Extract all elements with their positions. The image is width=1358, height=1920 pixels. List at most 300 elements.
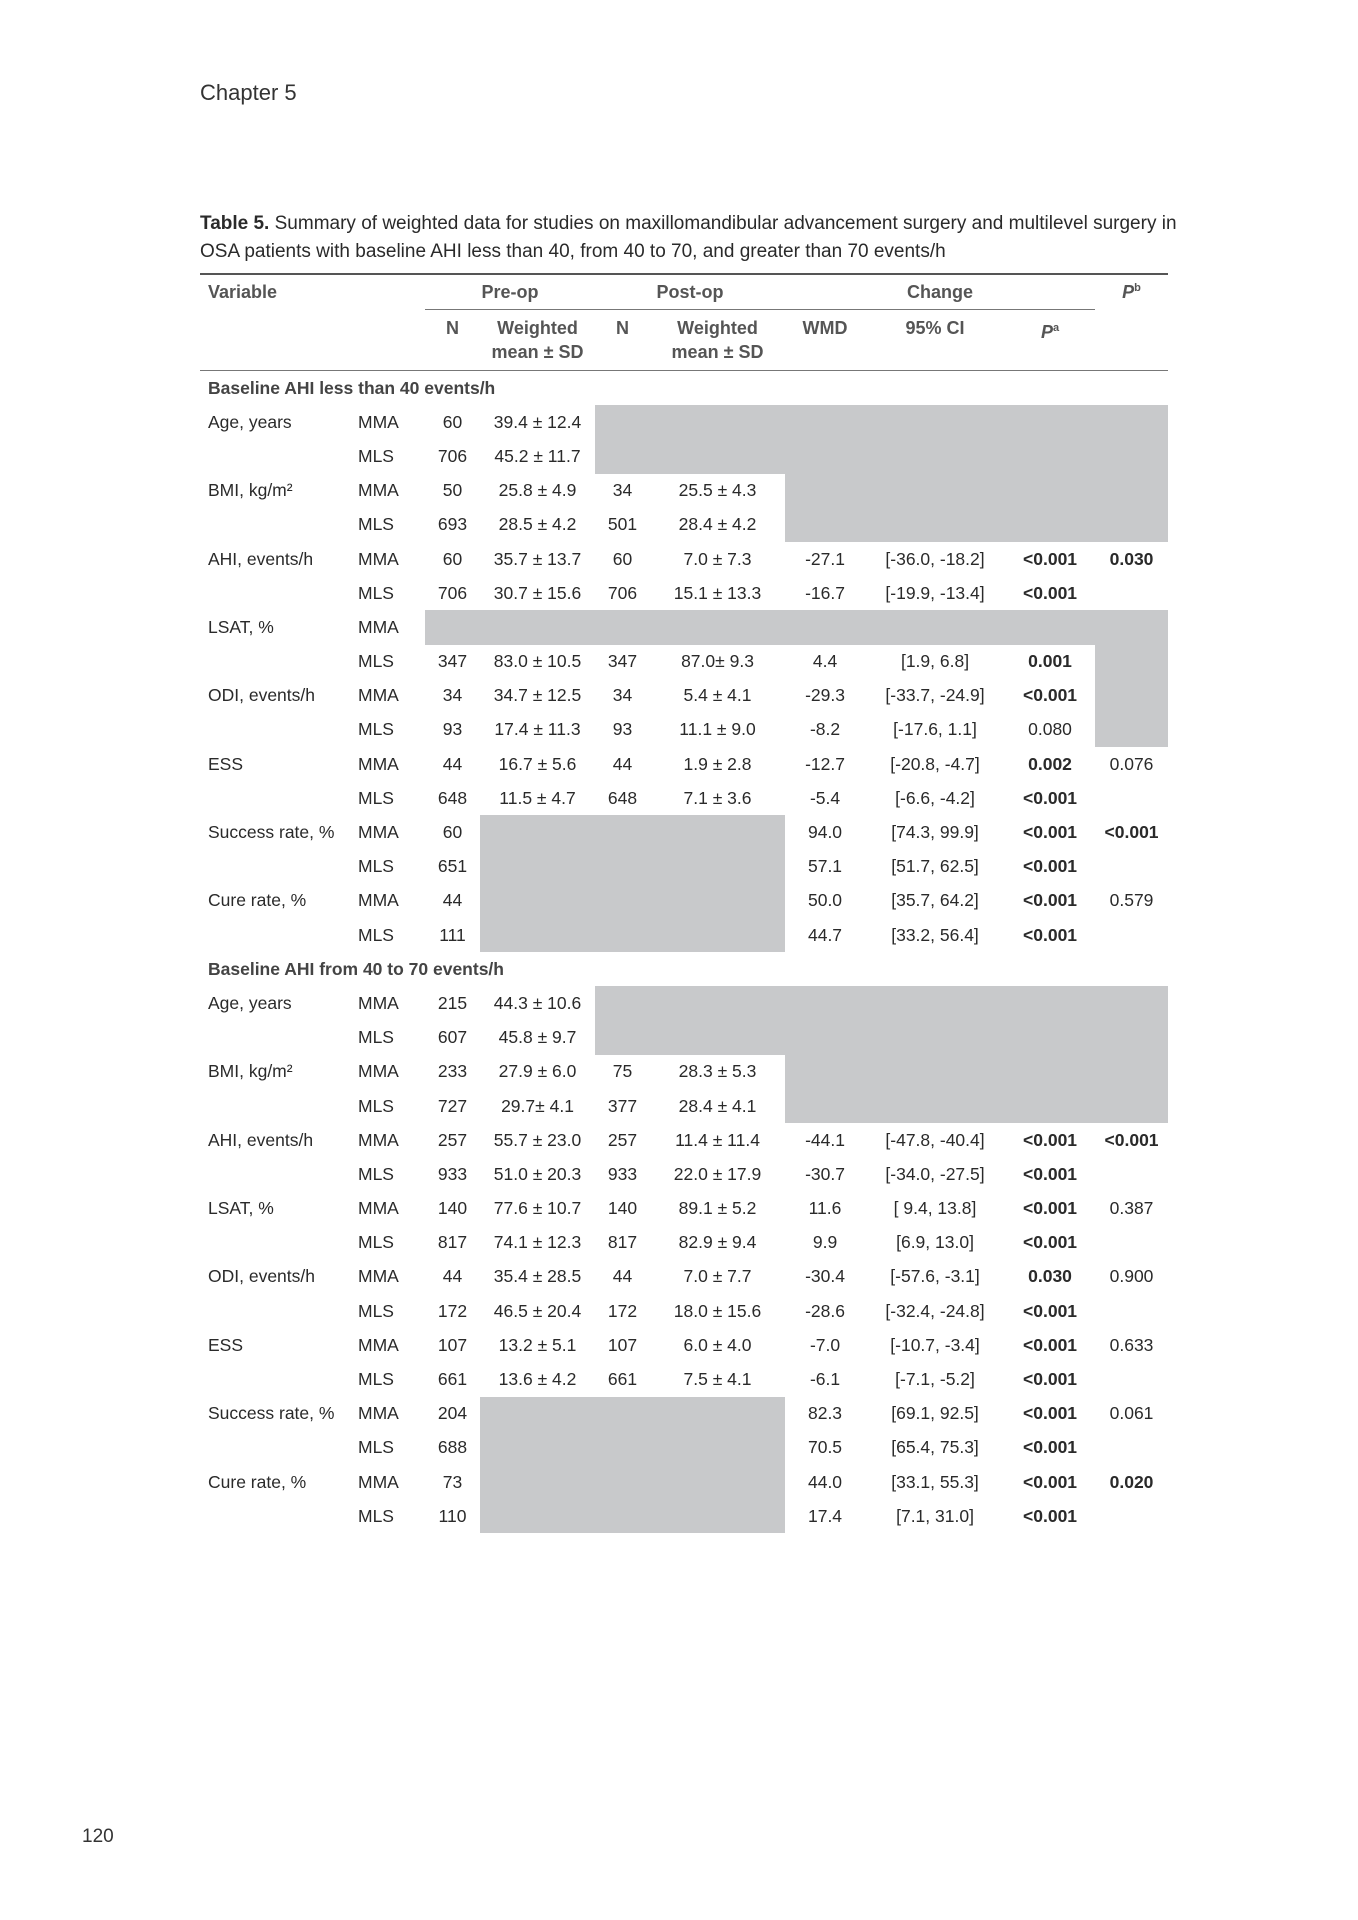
cell-group: MMA (358, 411, 399, 432)
table-row (200, 713, 1168, 747)
cell-w1: 11.5 ± 4.7 (499, 787, 576, 808)
cell-n2: 661 (607, 1369, 638, 1390)
cell-pb (1095, 405, 1168, 439)
cell-pb (1095, 610, 1168, 644)
section-row (200, 371, 1168, 406)
cell-group: MLS (358, 514, 394, 535)
cell-pa: <0.001 (1023, 1129, 1078, 1150)
cell-n2 (595, 986, 650, 1020)
cell-ci (865, 474, 1005, 508)
cell-group: MMA (358, 822, 399, 843)
cell-group: MMA (358, 548, 399, 569)
header-weighted-postop-l1: Weighted (677, 318, 758, 338)
cell-ci: [-57.6, -3.1] (890, 1266, 980, 1287)
cell-n1: 44 (442, 1266, 463, 1287)
cell-group: MLS (358, 1095, 394, 1116)
cell-n1: 60 (442, 822, 463, 843)
cell-n2: 140 (607, 1198, 638, 1219)
cell-n2 (595, 884, 650, 918)
cell-pb: 0.030 (1109, 548, 1154, 569)
table-row (200, 1499, 1168, 1533)
cell-variable: ODI, events/h (208, 1266, 315, 1287)
cell-w1: 51.0 ± 20.3 (493, 1163, 582, 1184)
cell-w2 (650, 1397, 785, 1431)
cell-w2: 22.0 ± 17.9 (673, 1163, 762, 1184)
cell-n1: 110 (438, 1505, 467, 1526)
cell-n1: 107 (437, 1334, 468, 1355)
cell-pb (1095, 508, 1168, 542)
cell-variable: ESS (208, 1334, 244, 1355)
cell-variable (200, 1362, 350, 1396)
cell-variable: Age, years (208, 992, 292, 1013)
cell-group: MLS (358, 582, 394, 603)
table-row (200, 1123, 1168, 1157)
table-row (200, 815, 1168, 849)
cell-w2: 7.0 ± 7.3 (683, 548, 752, 569)
cell-n1: 706 (437, 582, 468, 603)
cell-group: MLS (358, 719, 394, 740)
cell-w2: 87.0± 9.3 (681, 651, 754, 672)
table-row (200, 1157, 1168, 1191)
cell-ci: [-19.9, -13.4] (885, 582, 985, 603)
cell-variable (200, 508, 350, 542)
cell-pa: <0.001 (1023, 856, 1078, 877)
cell-pa (1005, 1055, 1095, 1089)
cell-n1: 34 (442, 685, 463, 706)
cell-n2: 377 (607, 1095, 638, 1116)
cell-group: MMA (358, 1471, 399, 1492)
cell-pa (1005, 610, 1095, 644)
table-row (200, 1260, 1168, 1294)
cell-group: MMA (358, 1198, 399, 1219)
cell-group: MLS (358, 1369, 394, 1390)
cell-group: MLS (358, 1027, 394, 1048)
cell-n1: 607 (437, 1027, 468, 1048)
cell-pa: 0.001 (1028, 651, 1072, 672)
cell-n1: 140 (437, 1198, 468, 1219)
cell-pa: 0.080 (1028, 719, 1072, 740)
cell-w2 (650, 1465, 785, 1499)
table-row (200, 1055, 1168, 1089)
cell-variable: Success rate, % (208, 1403, 335, 1424)
cell-pb: 0.076 (1109, 753, 1154, 774)
cell-ci: [-47.8, -40.4] (885, 1129, 985, 1150)
cell-w1: 55.7 ± 23.0 (493, 1129, 582, 1150)
cell-w1: 17.4 ± 11.3 (494, 719, 581, 740)
cell-wmd (785, 610, 865, 644)
cell-w1: 83.0 ± 10.5 (493, 651, 582, 672)
cell-n2: 347 (607, 651, 638, 672)
header-pa-sup: a (1052, 322, 1060, 334)
cell-group: MLS (358, 1437, 394, 1458)
cell-w1 (480, 815, 595, 849)
cell-n2: 34 (612, 480, 633, 501)
cell-pa: <0.001 (1023, 582, 1078, 603)
cell-ci (865, 610, 1005, 644)
header-wmd: WMD (785, 310, 865, 371)
cell-w2: 25.5 ± 4.3 (678, 480, 757, 501)
cell-wmd: 44.7 (807, 924, 843, 945)
cell-w1: 13.2 ± 5.1 (498, 1334, 577, 1355)
cell-n1: 347 (437, 651, 468, 672)
cell-pb (1095, 1021, 1168, 1055)
cell-n2 (595, 610, 650, 644)
cell-w1: 25.8 ± 4.9 (498, 480, 577, 501)
cell-variable: LSAT, % (208, 1198, 274, 1219)
cell-n2: 34 (612, 685, 633, 706)
header-weighted-postop-l2: mean ± SD (671, 342, 764, 362)
cell-n2: 107 (607, 1334, 638, 1355)
cell-wmd: 50.0 (807, 890, 843, 911)
cell-n1: 93 (442, 719, 463, 740)
cell-w1: 35.4 ± 28.5 (493, 1266, 582, 1287)
cell-n1 (425, 610, 480, 644)
header-weighted-preop (480, 310, 595, 371)
header-ci: 95% CI (865, 310, 1005, 371)
table-row (200, 884, 1168, 918)
cell-pb (1095, 1362, 1168, 1396)
header-n-postop: N (595, 310, 650, 371)
cell-pb (1095, 1089, 1168, 1123)
cell-variable: Cure rate, % (208, 890, 307, 911)
cell-pa (1005, 1021, 1095, 1055)
cell-group: MMA (358, 992, 399, 1013)
page-number: 120 (82, 1826, 114, 1847)
cell-n2 (595, 1499, 650, 1533)
header-variable: Variable (200, 274, 350, 310)
cell-n1: 111 (439, 924, 466, 945)
cell-ci: [74.3, 99.9] (891, 822, 979, 843)
cell-ci: [35.7, 64.2] (891, 890, 979, 911)
header-pa-letter: P (1040, 322, 1053, 342)
cell-n1: 44 (442, 890, 463, 911)
cell-w1 (480, 1465, 595, 1499)
cell-wmd (785, 1089, 865, 1123)
cell-pb (1095, 474, 1168, 508)
cell-variable (200, 918, 350, 952)
cell-ci: [-32.4, -24.8] (885, 1300, 985, 1321)
cell-ci: [6.9, 13.0] (896, 1232, 974, 1253)
cell-group: MLS (358, 924, 394, 945)
cell-w2 (650, 405, 785, 439)
cell-n2: 648 (607, 787, 638, 808)
cell-n1: 817 (437, 1232, 468, 1253)
cell-pa: <0.001 (1023, 890, 1078, 911)
cell-pa (1005, 405, 1095, 439)
cell-n2: 817 (607, 1232, 638, 1253)
cell-variable (200, 713, 350, 747)
cell-variable (200, 1089, 350, 1123)
cell-pa (1005, 1089, 1095, 1123)
cell-w2: 7.5 ± 4.1 (683, 1369, 752, 1390)
cell-pa (1005, 474, 1095, 508)
cell-n2: 501 (607, 514, 638, 535)
cell-variable (200, 576, 350, 610)
cell-wmd: -44.1 (805, 1129, 845, 1150)
cell-group: MLS (358, 1163, 394, 1184)
cell-w2: 7.0 ± 7.7 (683, 1266, 752, 1287)
cell-variable: ESS (208, 753, 244, 774)
cell-pb (1095, 1431, 1168, 1465)
cell-w2: 15.1 ± 13.3 (673, 582, 762, 603)
cell-variable: ODI, events/h (208, 685, 315, 706)
cell-ci: [-36.0, -18.2] (885, 548, 985, 569)
cell-pb (1095, 1499, 1168, 1533)
cell-group: MMA (358, 1334, 399, 1355)
header-weighted-postop (650, 310, 785, 371)
table-row (200, 645, 1168, 679)
cell-group: MMA (358, 1129, 399, 1150)
cell-ci: [7.1, 31.0] (896, 1505, 974, 1526)
cell-w2 (650, 850, 785, 884)
cell-wmd (785, 1055, 865, 1089)
cell-w2 (650, 439, 785, 473)
cell-n1: 688 (437, 1437, 468, 1458)
cell-n1: 44 (442, 753, 463, 774)
cell-pb (1095, 1157, 1168, 1191)
cell-n2 (595, 918, 650, 952)
cell-n1: 933 (437, 1163, 468, 1184)
cell-wmd: 11.6 (808, 1198, 842, 1219)
cell-variable (200, 850, 350, 884)
cell-pa: <0.001 (1023, 924, 1078, 945)
section-title: Baseline AHI less than 40 events/h (208, 377, 496, 398)
section-title: Baseline AHI from 40 to 70 events/h (208, 958, 504, 979)
cell-n2: 257 (607, 1129, 638, 1150)
cell-w2 (650, 1431, 785, 1465)
table-caption (200, 210, 1180, 266)
cell-n1: 215 (437, 992, 468, 1013)
cell-w1: 39.4 ± 12.4 (493, 411, 582, 432)
cell-n1: 257 (437, 1129, 468, 1150)
table-row (200, 1431, 1168, 1465)
cell-n1: 172 (437, 1300, 468, 1321)
cell-pb: 0.900 (1109, 1266, 1154, 1287)
cell-wmd: 4.4 (812, 651, 838, 672)
cell-wmd (785, 405, 865, 439)
cell-w1 (480, 1431, 595, 1465)
table-row (200, 542, 1168, 576)
cell-pa: <0.001 (1023, 787, 1078, 808)
cell-variable (200, 781, 350, 815)
cell-wmd: 9.9 (812, 1232, 838, 1253)
cell-w1: 45.2 ± 11.7 (494, 445, 581, 466)
cell-wmd: 82.3 (807, 1403, 843, 1424)
cell-n1: 706 (437, 445, 468, 466)
cell-pa: <0.001 (1023, 1198, 1078, 1219)
cell-group: MMA (358, 890, 399, 911)
cell-wmd (785, 508, 865, 542)
cell-n1: 204 (437, 1403, 468, 1424)
cell-w1: 29.7± 4.1 (501, 1095, 574, 1116)
cell-n2 (595, 815, 650, 849)
cell-w2: 82.9 ± 9.4 (678, 1232, 757, 1253)
cell-wmd: -30.7 (805, 1163, 845, 1184)
cell-variable (200, 1226, 350, 1260)
cell-w1 (480, 1499, 595, 1533)
cell-variable: AHI, events/h (208, 1129, 314, 1150)
cell-w2 (650, 610, 785, 644)
table-row (200, 1397, 1168, 1431)
cell-n1: 50 (442, 480, 463, 501)
cell-ci: [69.1, 92.5] (891, 1403, 979, 1424)
cell-w2: 28.4 ± 4.1 (678, 1095, 757, 1116)
table-row (200, 1294, 1168, 1328)
cell-pa: <0.001 (1023, 1334, 1078, 1355)
cell-pb (1095, 439, 1168, 473)
table-row (200, 576, 1168, 610)
cell-pb (1095, 986, 1168, 1020)
cell-wmd: 44.0 (807, 1471, 843, 1492)
cell-pb: 0.061 (1109, 1403, 1154, 1424)
table-row (200, 747, 1168, 781)
table-row (200, 850, 1168, 884)
cell-ci: [-33.7, -24.9] (885, 685, 985, 706)
cell-wmd: -6.1 (809, 1369, 841, 1390)
cell-wmd: 57.1 (807, 856, 843, 877)
cell-group: MLS (358, 787, 394, 808)
cell-n1: 661 (437, 1369, 468, 1390)
cell-w1: 74.1 ± 12.3 (493, 1232, 582, 1253)
cell-pa: <0.001 (1023, 1300, 1078, 1321)
cell-pb: 0.020 (1109, 1471, 1154, 1492)
cell-ci (865, 986, 1005, 1020)
cell-wmd (785, 439, 865, 473)
cell-w1: 16.7 ± 5.6 (498, 753, 577, 774)
cell-variable: BMI, kg/m² (208, 480, 293, 501)
cell-n1: 693 (437, 514, 468, 535)
cell-w1: 77.6 ± 10.7 (493, 1198, 582, 1219)
cell-wmd: -12.7 (805, 753, 845, 774)
cell-pa: <0.001 (1023, 1232, 1078, 1253)
cell-wmd: -16.7 (805, 582, 845, 603)
cell-w1 (480, 1397, 595, 1431)
table-row (200, 781, 1168, 815)
cell-ci (865, 405, 1005, 439)
cell-wmd: 94.0 (807, 822, 843, 843)
table-caption-text: Summary of weighted data for studies on maxillomandibular advancement surgery and multilevel surgery in OSA patients with baseline AHI less than 40, from 40 to 70, and greater than 70 events/h (200, 213, 1177, 262)
cell-ci: [65.4, 75.3] (891, 1437, 979, 1458)
cell-wmd: -27.1 (805, 548, 845, 569)
cell-pb (1095, 679, 1168, 713)
cell-n1: 727 (437, 1095, 468, 1116)
header-pa (1005, 310, 1095, 371)
section-row (200, 952, 1168, 986)
cell-pb (1095, 645, 1168, 679)
cell-w2: 6.0 ± 4.0 (683, 1334, 752, 1355)
cell-wmd (785, 986, 865, 1020)
cell-w1: 30.7 ± 15.6 (493, 582, 582, 603)
cell-group: MMA (358, 1061, 399, 1082)
cell-ci: [1.9, 6.8] (900, 651, 970, 672)
cell-group: MLS (358, 1232, 394, 1253)
cell-w2: 11.4 ± 11.4 (675, 1129, 760, 1150)
cell-n2 (595, 1021, 650, 1055)
header-preop: Pre-op (425, 274, 595, 310)
table-row (200, 508, 1168, 542)
cell-n2: 44 (612, 1266, 633, 1287)
cell-ci: [-20.8, -4.7] (890, 753, 980, 774)
cell-wmd: -30.4 (805, 1266, 845, 1287)
cell-variable (200, 439, 350, 473)
cell-ci: [-7.1, -5.2] (895, 1369, 975, 1390)
cell-n2: 60 (612, 548, 633, 569)
cell-pb (1095, 781, 1168, 815)
summary-table (200, 273, 1168, 1533)
cell-variable (200, 1021, 350, 1055)
table-container (200, 273, 1168, 1533)
table-row (200, 474, 1168, 508)
cell-n1: 73 (442, 1471, 463, 1492)
header-change: Change (785, 274, 1095, 310)
cell-pa: <0.001 (1023, 1163, 1078, 1184)
cell-ci (865, 1021, 1005, 1055)
cell-pa: <0.001 (1023, 822, 1078, 843)
cell-variable: Age, years (208, 411, 292, 432)
cell-w1: 46.5 ± 20.4 (493, 1300, 582, 1321)
cell-variable (200, 1431, 350, 1465)
cell-wmd: 17.4 (807, 1505, 843, 1526)
cell-w2 (650, 1021, 785, 1055)
cell-w2 (650, 918, 785, 952)
cell-n2: 44 (612, 753, 633, 774)
table-body (200, 371, 1168, 1534)
header-weighted-preop-l2: mean ± SD (491, 342, 584, 362)
cell-w1: 35.7 ± 13.7 (493, 548, 582, 569)
cell-n2 (595, 405, 650, 439)
cell-pb (1095, 1055, 1168, 1089)
cell-ci (865, 439, 1005, 473)
cell-variable: AHI, events/h (208, 548, 314, 569)
table-row (200, 1362, 1168, 1396)
cell-pa: <0.001 (1023, 1437, 1078, 1458)
cell-group: MMA (358, 480, 399, 501)
cell-pb: <0.001 (1104, 822, 1159, 843)
cell-n2: 706 (607, 582, 638, 603)
cell-group: MMA (358, 1266, 399, 1287)
cell-w1 (480, 610, 595, 644)
cell-w2: 89.1 ± 5.2 (678, 1198, 757, 1219)
cell-variable (200, 1294, 350, 1328)
table-row (200, 610, 1168, 644)
table-row (200, 439, 1168, 473)
cell-n1: 60 (442, 411, 463, 432)
cell-pb: 0.633 (1109, 1334, 1154, 1355)
cell-group: MMA (358, 753, 399, 774)
cell-pb (1095, 1226, 1168, 1260)
cell-group: MMA (358, 616, 399, 637)
cell-group: MMA (358, 1403, 399, 1424)
cell-n1: 651 (437, 856, 468, 877)
cell-w2 (650, 884, 785, 918)
cell-ci: [-17.6, 1.1] (893, 719, 977, 740)
cell-ci: [33.2, 56.4] (891, 924, 979, 945)
cell-n2 (595, 1397, 650, 1431)
header-postop: Post-op (595, 274, 785, 310)
header-n-preop: N (425, 310, 480, 371)
cell-pb (1095, 1294, 1168, 1328)
table-row (200, 1021, 1168, 1055)
cell-variable: BMI, kg/m² (208, 1061, 293, 1082)
header-pb-sup: b (1134, 281, 1141, 294)
cell-w2: 1.9 ± 2.8 (683, 753, 752, 774)
cell-w2 (650, 815, 785, 849)
table-row (200, 1465, 1168, 1499)
cell-n2 (595, 1465, 650, 1499)
cell-pa (1005, 439, 1095, 473)
cell-ci: [-10.7, -3.4] (890, 1334, 980, 1355)
cell-w1: 45.8 ± 9.7 (498, 1027, 577, 1048)
